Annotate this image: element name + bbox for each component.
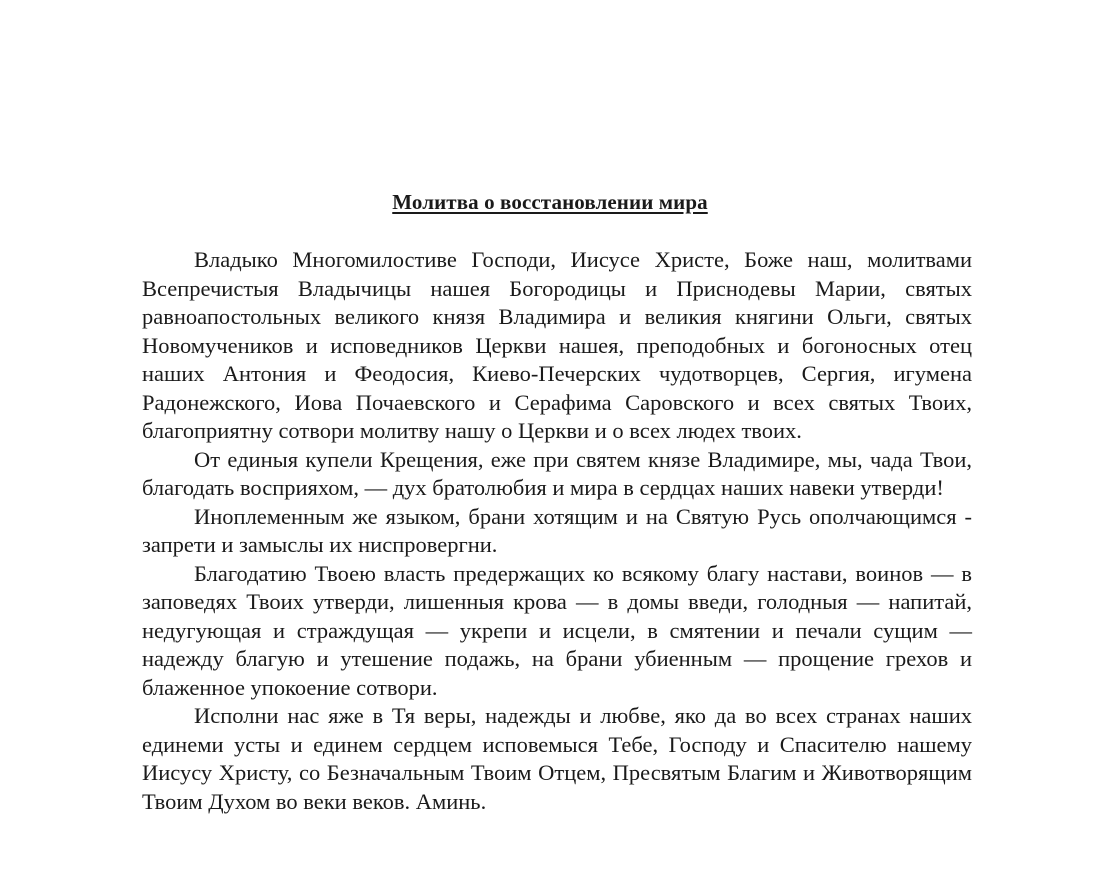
document-body <box>142 246 972 816</box>
paragraph-2: От единыя купели Крещения, еже при святем князе Владимире, мы, чада Твои, благодать восприяхом, — дух братолюбия и мира в сердцах наших навеки утверди! <box>142 446 972 500</box>
paragraph-3: Иноплеменным же языком, брани хотящим и на Святую Русь ополчающимся - запрети и замыслы их ниспровергни. <box>142 503 972 557</box>
paragraph-4: Благодатию Твоею власть предержащих ко всякому благу настави, воинов — в заповедях Твоих утверди, лишенныя крова — в домы введи, голодныя — напитай, недугующая и страждущая — укрепи и исцели, в смятении и печали сущим — надежду благую и утешение подажь, на брани убиенным — прощение грехов и блаженное упокоение сотвори. <box>142 560 972 700</box>
document-title: Молитва о восстановлении мира <box>392 190 708 214</box>
paragraph-1: Владыко Многомилостиве Господи, Иисусе Христе, Боже наш, молитвами Всепречистыя Владычицы нашея Богородицы и Приснодевы Марии, святых равноапостольных великого князя Владимира и великия княгини Ольги, святых Новомучеников и исповедников Церкви нашея, преподобных и богоносных отец наших Антония и Феодосия, Киево-Печерских чудотворцев, Сергия, игумена Радонежского, Иова Почаевского и Серафима Саровского и всех святых Твоих, благоприятну сотвори молитву нашу о Церкви и о всех людех твоих. <box>142 247 972 443</box>
paragraph-5: Исполни нас яже в Тя веры, надежды и любве, яко да во всех странах наших единеми усты и единем сердцем исповемыся Тебе, Господу и Спасителю нашему Иисусу Христу, со Безначальным Твоим Отцем, Пресвятым Благим и Животворящим Твоим Духом во веки веков. Аминь. <box>142 703 972 814</box>
